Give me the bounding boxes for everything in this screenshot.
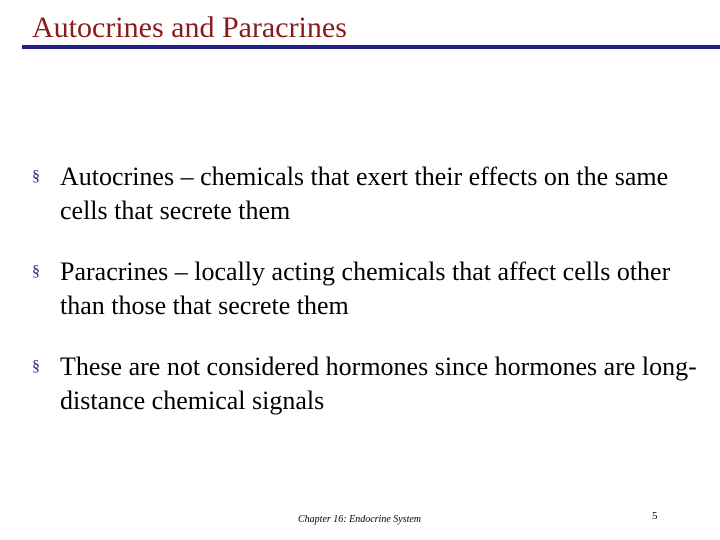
bullet-item xyxy=(32,350,712,418)
bullet-item xyxy=(32,160,712,228)
square-bullet-icon: § xyxy=(32,168,40,185)
bullet-text: Autocrines – chemicals that exert their effects on the same cells that secrete them xyxy=(60,162,669,225)
bullet-item xyxy=(32,255,712,323)
bullet-text: Paracrines – locally acting chemicals that affect cells other than those that secrete them xyxy=(60,257,671,320)
square-bullet-icon: § xyxy=(32,263,40,280)
slide-title: Autocrines and Paracrines xyxy=(32,11,347,44)
square-bullet-icon: § xyxy=(32,358,40,375)
footer-chapter-label: Chapter 16: Endocrine System xyxy=(298,514,422,525)
title-underline-rule xyxy=(22,45,720,49)
bullet-text: These are not considered hormones since hormones are long-distance chemical signals xyxy=(60,352,697,415)
page-number: 5 xyxy=(652,510,658,522)
